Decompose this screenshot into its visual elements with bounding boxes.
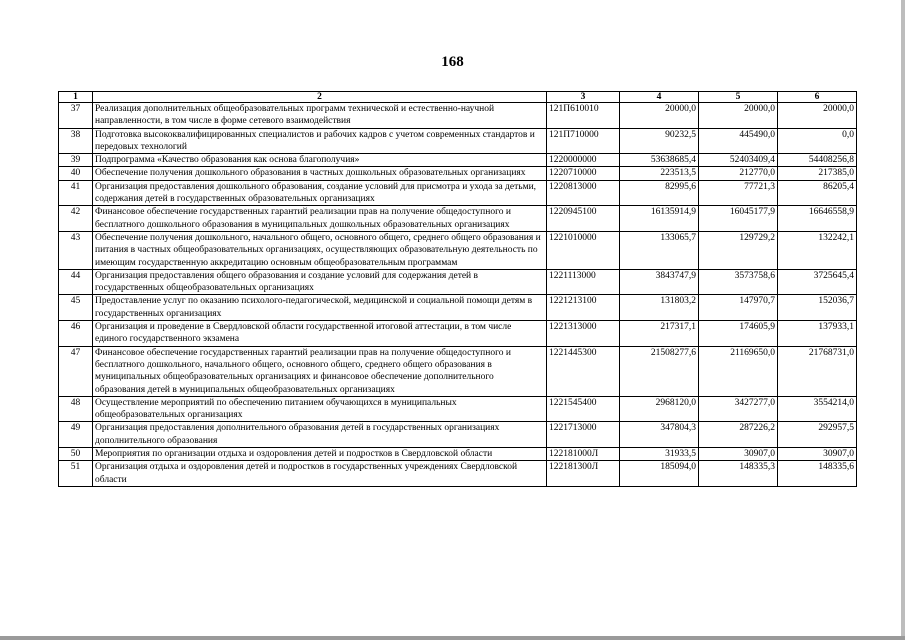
page-number: 168 [441, 54, 464, 70]
cell-v4: 31933,5 [620, 448, 699, 461]
cell-num: 39 [59, 154, 93, 167]
cell-name: Мероприятия по организации отдыха и оздоровления детей и подростков в Свердловской области [93, 448, 547, 461]
cell-code: 1221445300 [547, 346, 620, 396]
table-row [59, 103, 857, 129]
cell-v5: 129729,2 [699, 231, 778, 269]
cell-num: 37 [59, 103, 93, 129]
cell-v6: 21768731,0 [778, 346, 857, 396]
cell-v4: 347804,3 [620, 422, 699, 448]
cell-num: 51 [59, 461, 93, 487]
cell-code: 1220710000 [547, 167, 620, 180]
cell-v4: 133065,7 [620, 231, 699, 269]
cell-code: 1221213100 [547, 295, 620, 321]
table-row [59, 180, 857, 206]
cell-v5: 287226,2 [699, 422, 778, 448]
cell-num: 50 [59, 448, 93, 461]
column-header: 2 [93, 92, 547, 103]
cell-v4: 2968120,0 [620, 396, 699, 422]
cell-v4: 20000,0 [620, 103, 699, 129]
cell-num: 41 [59, 180, 93, 206]
cell-code: 1221313000 [547, 321, 620, 347]
cell-v6: 3554214,0 [778, 396, 857, 422]
cell-v4: 3843747,9 [620, 269, 699, 295]
cell-v4: 217317,1 [620, 321, 699, 347]
table-body [59, 103, 857, 487]
column-header: 6 [778, 92, 857, 103]
cell-v5: 174605,9 [699, 321, 778, 347]
cell-code: 1220813000 [547, 180, 620, 206]
cell-v5: 147970,7 [699, 295, 778, 321]
table-row [59, 295, 857, 321]
cell-code: 122181300Л [547, 461, 620, 487]
cell-v5: 30907,0 [699, 448, 778, 461]
cell-num: 45 [59, 295, 93, 321]
column-header: 4 [620, 92, 699, 103]
cell-name: Осуществление мероприятий по обеспечению питанием обучающихся в муниципальных общеобразовательных организациях [93, 396, 547, 422]
cell-name: Организация и проведение в Свердловской области государственной итоговой аттестации, в том числе единого государственного экзамена [93, 321, 547, 347]
column-header: 1 [59, 92, 93, 103]
cell-v6: 86205,4 [778, 180, 857, 206]
cell-v5: 16045177,9 [699, 206, 778, 232]
table-row [59, 321, 857, 347]
cell-name: Финансовое обеспечение государственных гарантий реализации прав на получение общедоступного и бесплатного дошкольного образования в муниципальных дошкольных образовательных организациях [93, 206, 547, 232]
cell-v6: 54408256,8 [778, 154, 857, 167]
cell-code: 121П710000 [547, 128, 620, 154]
cell-v6: 152036,7 [778, 295, 857, 321]
cell-num: 42 [59, 206, 93, 232]
table-row [59, 206, 857, 232]
cell-v6: 3725645,4 [778, 269, 857, 295]
cell-v5: 212770,0 [699, 167, 778, 180]
cell-v5: 20000,0 [699, 103, 778, 129]
cell-v4: 90232,5 [620, 128, 699, 154]
column-header: 5 [699, 92, 778, 103]
cell-v4: 53638685,4 [620, 154, 699, 167]
cell-num: 44 [59, 269, 93, 295]
table-row [59, 167, 857, 180]
budget-table [58, 91, 857, 487]
cell-name: Организация предоставления дошкольного образования, создание условий для присмотра и ухода за детьми, содержания детей в государственных образовательных организациях [93, 180, 547, 206]
scan-edge-bottom [0, 636, 905, 640]
cell-v4: 185094,0 [620, 461, 699, 487]
cell-code: 1221010000 [547, 231, 620, 269]
cell-code: 1221713000 [547, 422, 620, 448]
cell-v6: 30907,0 [778, 448, 857, 461]
cell-name: Подпрограмма «Качество образования как основа благополучия» [93, 154, 547, 167]
cell-v5: 21169650,0 [699, 346, 778, 396]
cell-v4: 21508277,6 [620, 346, 699, 396]
cell-num: 43 [59, 231, 93, 269]
cell-v5: 52403409,4 [699, 154, 778, 167]
cell-name: Подготовка высококвалифицированных специалистов и рабочих кадров с учетом современных стандартов и передовых технологий [93, 128, 547, 154]
column-header: 3 [547, 92, 620, 103]
cell-num: 49 [59, 422, 93, 448]
cell-num: 48 [59, 396, 93, 422]
cell-v6: 0,0 [778, 128, 857, 154]
cell-v4: 82995,6 [620, 180, 699, 206]
cell-name: Обеспечение получения дошкольного образования в частных дошкольных образовательных организациях [93, 167, 547, 180]
cell-v6: 20000,0 [778, 103, 857, 129]
cell-name: Организация отдыха и оздоровления детей и подростков в государственных учреждениях Свердловской области [93, 461, 547, 487]
table-row [59, 269, 857, 295]
cell-v5: 77721,3 [699, 180, 778, 206]
cell-v6: 16646558,9 [778, 206, 857, 232]
cell-v6: 132242,1 [778, 231, 857, 269]
cell-name: Организация предоставления дополнительного образования детей в государственных организациях дополнительного образования [93, 422, 547, 448]
cell-name: Реализация дополнительных общеобразовательных программ технической и естественно-научной направленности, в том числе в форме сетевого взаимодействия [93, 103, 547, 129]
cell-v5: 148335,3 [699, 461, 778, 487]
cell-v4: 131803,2 [620, 295, 699, 321]
table-row [59, 154, 857, 167]
cell-code: 1221545400 [547, 396, 620, 422]
table-row [59, 128, 857, 154]
cell-v6: 217385,0 [778, 167, 857, 180]
cell-num: 46 [59, 321, 93, 347]
table-row [59, 461, 857, 487]
cell-code: 122181000Л [547, 448, 620, 461]
cell-v6: 292957,5 [778, 422, 857, 448]
cell-v6: 137933,1 [778, 321, 857, 347]
table-row [59, 422, 857, 448]
cell-name: Предоставление услуг по оказанию психолого-педагогической, медицинской и социальной помощи детям в государственных организациях [93, 295, 547, 321]
cell-code: 1221113000 [547, 269, 620, 295]
scan-edge-right [901, 0, 905, 640]
table-row [59, 346, 857, 396]
cell-v4: 223513,5 [620, 167, 699, 180]
cell-name: Финансовое обеспечение государственных гарантий реализации прав на получение общедоступного и бесплатного дошкольного, начального общего, основного общего, среднего общего образования в муниципальных общеобразовательных организациях и финансовое обеспечение дополнительного образования детей в муниципальных общеобразовательных организациях [93, 346, 547, 396]
cell-num: 38 [59, 128, 93, 154]
table-row [59, 448, 857, 461]
cell-num: 40 [59, 167, 93, 180]
cell-name: Организация предоставления общего образования и создание условий для содержания детей в государственных общеобразовательных организациях [93, 269, 547, 295]
header-row [59, 92, 857, 103]
cell-code: 121П610010 [547, 103, 620, 129]
table-row [59, 231, 857, 269]
cell-v6: 148335,6 [778, 461, 857, 487]
cell-v4: 16135914,9 [620, 206, 699, 232]
cell-code: 1220945100 [547, 206, 620, 232]
cell-v5: 3427277,0 [699, 396, 778, 422]
cell-name: Обеспечение получения дошкольного, начального общего, основного общего, среднего общего образования и питания в частных общеобразовательных организациях, осуществляющих образовательную деятельность по имеющим государственную аккредитацию основным общеобразовательным программам [93, 231, 547, 269]
cell-code: 1220000000 [547, 154, 620, 167]
table-row [59, 396, 857, 422]
cell-v5: 3573758,6 [699, 269, 778, 295]
cell-num: 47 [59, 346, 93, 396]
table-header [59, 92, 857, 103]
cell-v5: 445490,0 [699, 128, 778, 154]
